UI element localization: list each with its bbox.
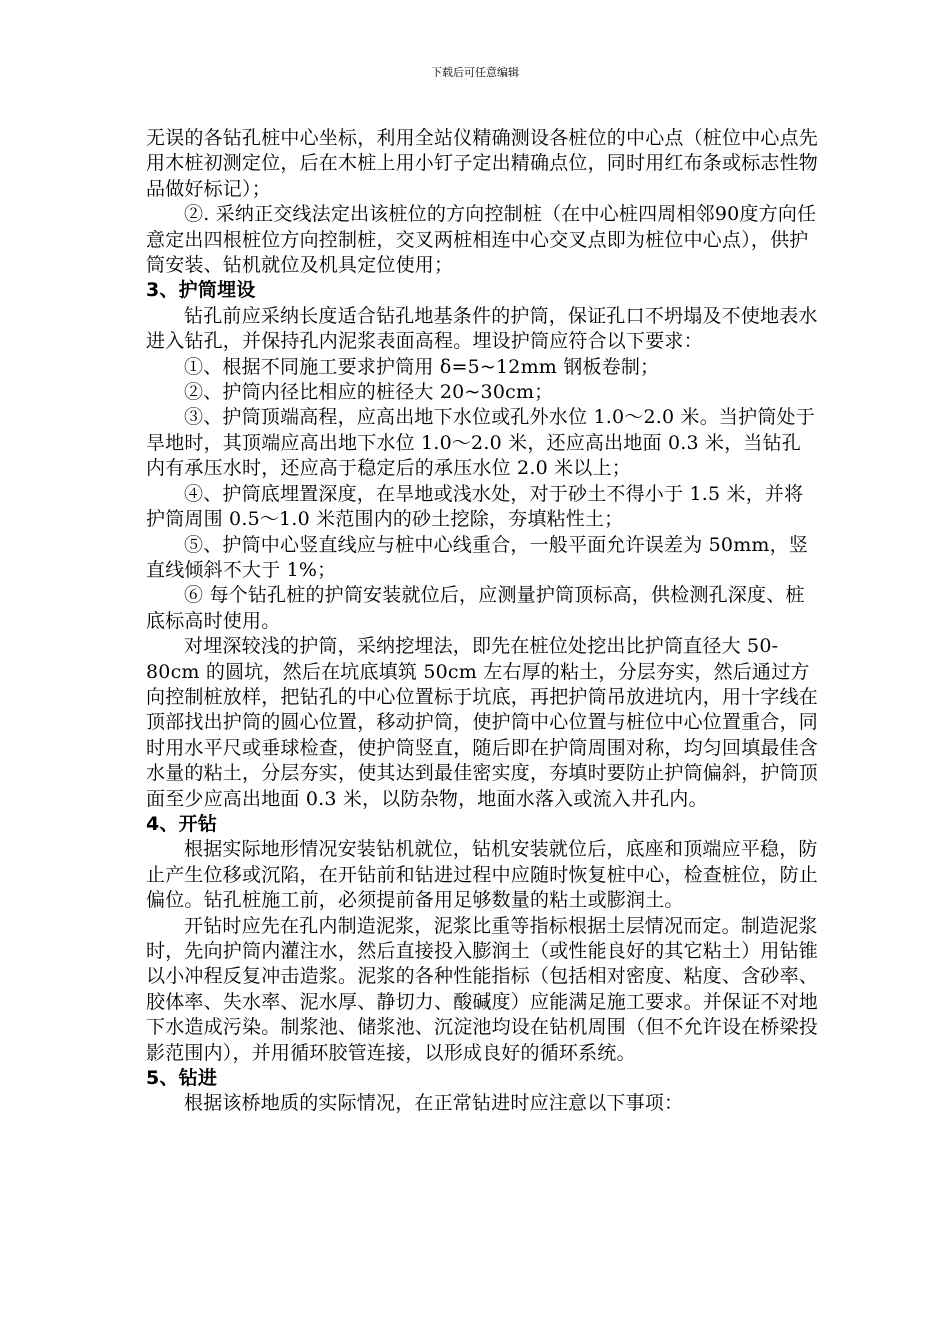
paragraph: 开钻时应先在孔内制造泥浆，泥浆比重等指标根据土层情况而定。制造泥浆时，先向护筒内灌注水，然后直接投入膨润土（或性能良好的其它粘土）用钻锥以小冲程反复冲击造浆。泥浆的各种性能指标（包括相对密度、粘度、含砂率、胶体率、失水率、泥水厚、静切力、酸碱度）应能满足施工要求。并保证不对地下水造成污染。制浆池、储浆池、沉淀池均设在钻机周围（但不允许设在桥梁投影范围内），并用循环胶管连接，以形成良好的循环系统。 [146, 914, 819, 1064]
paragraph: 无误的各钻孔桩中心坐标，利用全站仪精确测设各桩位的中心点（桩位中心点先用木桩初测定位，后在木桩上用小钉子定出精确点位，同时用红布条或标志性物品做好标记）； [146, 127, 819, 200]
section-heading: 4、开钻 [146, 812, 218, 835]
list-item: ③、护筒顶端高程，应高出地下水位或孔外水位 1.0～2.0 米。当护筒处于旱地时，其顶端应高出地下水位 1.0～2.0 米，还应高出地面 0.3 米，当钻孔内有承压水时，还应高于稳定后的承压水位 2.0 米以上； [146, 406, 815, 480]
paragraph: ②. 采纳正交线法定出该桩位的方向控制桩（在中心桩四周相邻90度方向任意定出四根桩位方向控制桩，交叉两桩相连中心交叉点即为桩位中心点），供护筒安装、钻机就位及机具定位使用； [146, 203, 817, 277]
list-item: ④、护筒底埋置深度，在旱地或浅水处，对于砂土不得小于 1.5 米，并将护筒周围 0.5～1.0 米范围内的砂土挖除，夯填粘性土； [146, 482, 804, 531]
paragraph: 钻孔前应采纳长度适合钻孔地基条件的护筒，保证孔口不坍塌及不使地表水进入钻孔，并保持孔内泥浆表面高程。埋设护筒应符合以下要求： [146, 304, 818, 353]
section-heading: 5、钻进 [146, 1067, 218, 1090]
page-header: 下载后可任意编辑 [431, 66, 519, 79]
paragraph: 根据该桥地质的实际情况，在正常钻进时应注意以下事项： [184, 1092, 684, 1115]
list-item: ②、护筒内径比相应的桩径大 20~30cm； [184, 381, 554, 404]
section-heading: 3、护筒埋设 [146, 279, 256, 302]
list-item: ⑤、护筒中心竖直线应与桩中心线重合，一般平面允许误差为 50mm，竖直线倾斜不大于 1%； [146, 533, 809, 581]
list-item: ⑥ 每个钻孔桩的护筒安装就位后，应测量护筒顶标高，供检测孔深度、桩底标高时使用。 [146, 584, 805, 632]
paragraph: 根据实际地形情况安装钻机就位，钻机安装就位后，底座和顶端应平稳，防止产生位移或沉陷，在开钻前和钻进过程中应随时恢复桩中心，检查桩位，防止偏位。钻孔桩施工前，必须提前备用足够数量的粘土或膨润土。 [146, 838, 819, 912]
paragraph: 对埋深较浅的护筒，采纳挖埋法，即先在桩位处挖出比护筒直径大 50-80cm 的圆坑，然后在坑底填筑 50cm 左右厚的粘土，分层夯实，然后通过方向控制桩放样，把钻孔的中心位置标于坑底，再把护筒吊放进坑内，用十字线在顶部找出护筒的圆心位置，移动护筒，使护筒中心位置与桩位中心位置重合，同时用水平尺或垂球检查，使护筒竖直，随后即在护筒周围对称，均匀回填最佳含水量的粘土，分层夯实，使其达到最佳密实度，夯填时要防止护筒偏斜，护筒顶面至少应高出地面 0.3 米，以防杂物，地面水落入或流入井孔内。 [146, 635, 819, 810]
list-item: ①、根据不同施工要求护筒用 δ=5~12mm 钢板卷制； [184, 355, 660, 378]
document-body [146, 126, 818, 1117]
